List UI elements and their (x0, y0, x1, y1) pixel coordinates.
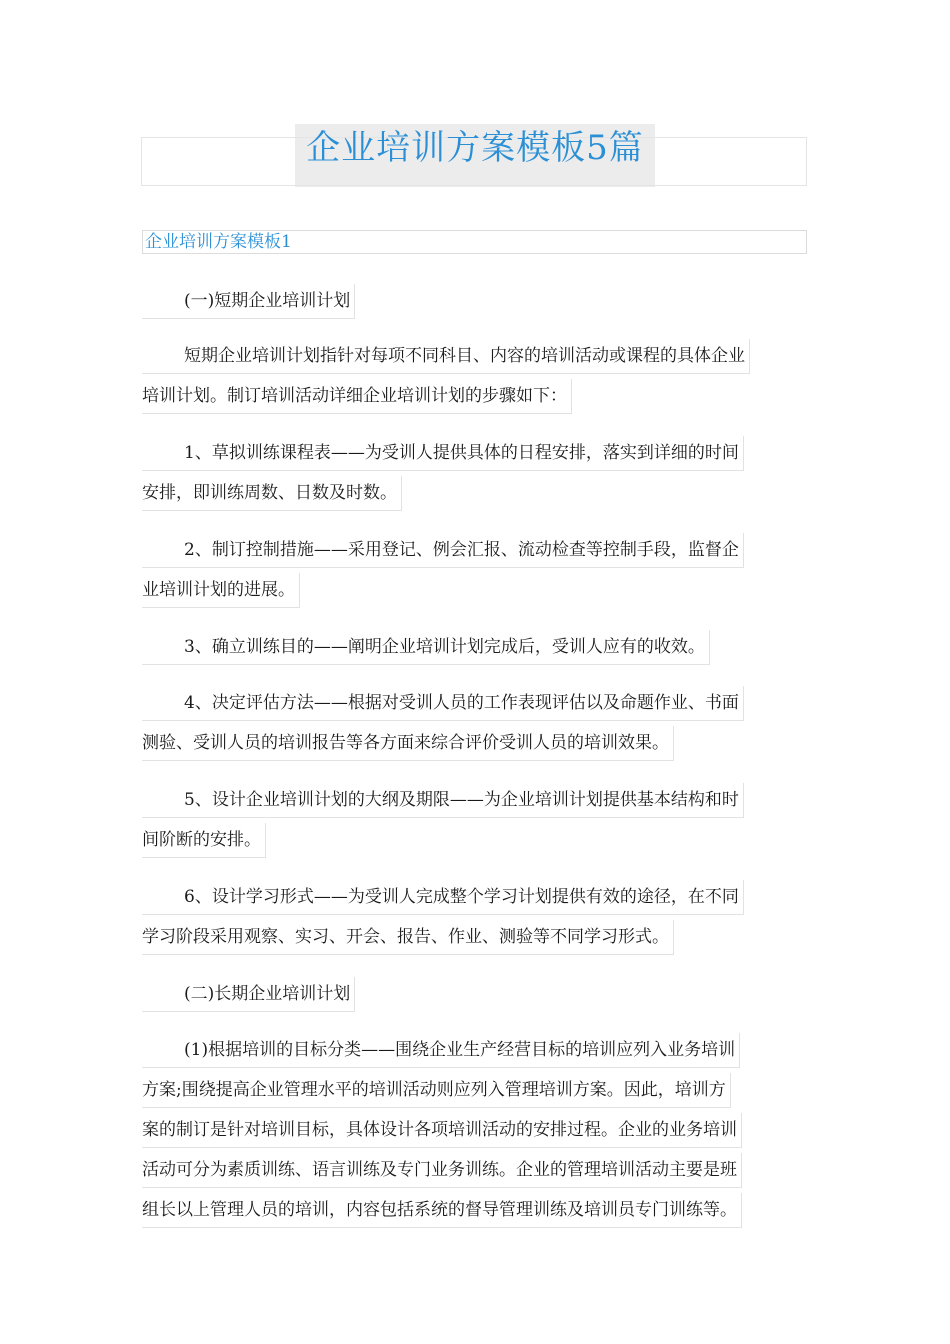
paragraph-line: 2、制订控制措施——采用登记、例会汇报、流动检查等控制手段，监督企 (184, 540, 739, 560)
paragraph-line: 短期企业培训计划指针对每项不同科目、内容的培训活动或课程的具体企业 (184, 346, 745, 366)
paragraph-line: 测验、受训人员的培训报告等各方面来综合评价受训人员的培训效果。 (142, 733, 669, 753)
paragraph-line: 培训计划。制订培训活动详细企业培训计划的步骤如下： (142, 386, 567, 406)
paragraph (142, 686, 808, 768)
paragraph (142, 436, 808, 518)
paragraph-line: 方案;围绕提高企业管理水平的培训活动则应列入管理培训方案。因此，培训方 (142, 1080, 726, 1100)
paragraph (142, 533, 808, 615)
paragraph-line: 4、决定评估方法——根据对受训人员的工作表现评估以及命题作业、书面 (184, 693, 739, 713)
paragraph (142, 783, 808, 865)
paragraph (142, 630, 808, 672)
paragraph-line: 3、确立训练目的——阐明企业培训计划完成后，受训人应有的收效。 (184, 637, 705, 657)
document-title: 企业培训方案模板5篇 (306, 128, 644, 168)
paragraph-line: 安排，即训练周数、日数及时数。 (142, 483, 397, 503)
paragraph (142, 977, 808, 1019)
paragraph-line: (一)短期企业培训计划 (184, 291, 351, 311)
paragraph-line: (1)根据培训的目标分类——围绕企业生产经营目标的培训应列入业务培训 (184, 1040, 736, 1060)
paragraph-line: 案的制订是针对培训目标，具体设计各项培训活动的安排过程。企业的业务培训 (142, 1120, 737, 1140)
paragraph-line: 间阶断的安排。 (142, 830, 261, 850)
paragraph-line: 学习阶段采用观察、实习、开会、报告、作业、测验等不同学习形式。 (142, 927, 669, 947)
paragraph (142, 1033, 808, 1235)
paragraph-line: 1、草拟训练课程表——为受训人提供具体的日程安排，落实到详细的时间 (184, 443, 739, 463)
paragraph-line: 6、设计学习形式——为受训人完成整个学习计划提供有效的途径，在不同 (184, 887, 739, 907)
paragraph-line: 活动可分为素质训练、语言训练及专门业务训练。企业的管理培训活动主要是班 (142, 1160, 737, 1180)
paragraph-line: 组长以上管理人员的培训，内容包括系统的督导管理训练及培训员专门训练等。 (142, 1200, 737, 1220)
section-heading: 企业培训方案模板1 (142, 230, 807, 254)
paragraph (142, 339, 808, 421)
paragraph (142, 284, 808, 326)
paragraph-line: 5、设计企业培训计划的大纲及期限——为企业培训计划提供基本结构和时 (184, 790, 739, 810)
paragraph-line: (二)长期企业培训计划 (184, 984, 351, 1004)
paragraph-line: 业培训计划的进展。 (142, 580, 295, 600)
paragraph (142, 880, 808, 962)
